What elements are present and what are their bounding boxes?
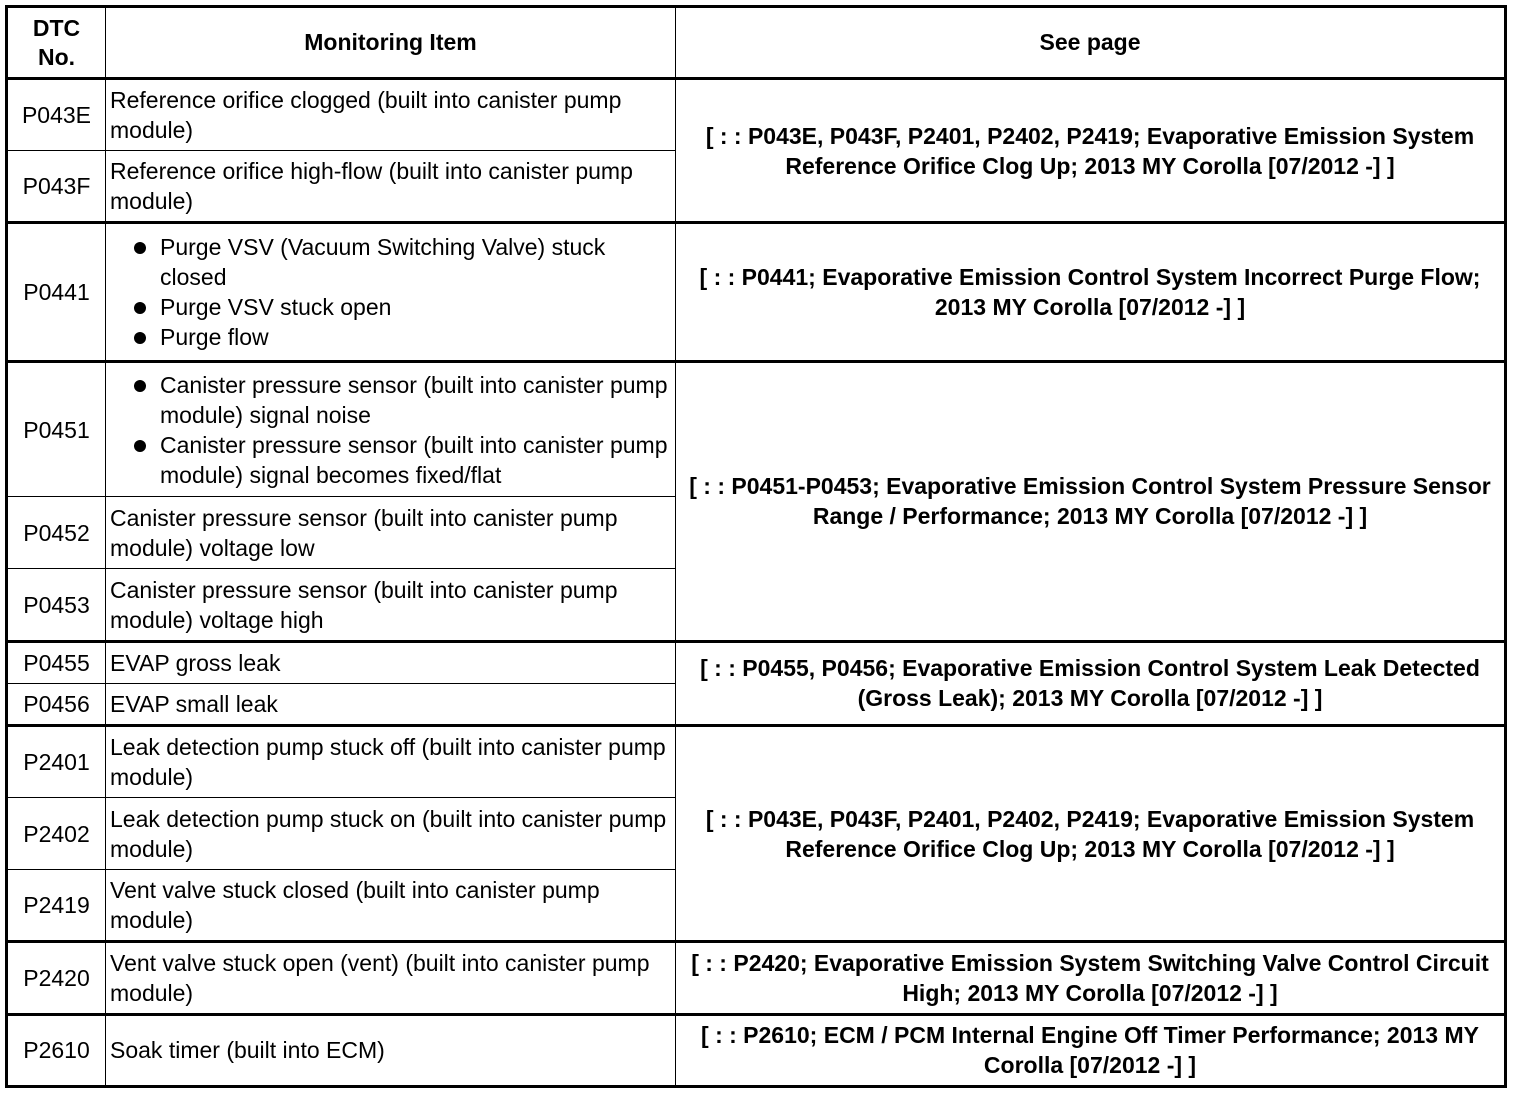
table-row [7,641,1506,683]
dtc-code: P0456 [7,683,106,725]
monitoring-item: Leak detection pump stuck on (built into canister pump module) [106,798,676,870]
header-see-page: See page [676,7,1506,79]
table-row [7,1014,1506,1086]
bullet-list [110,232,671,352]
dtc-code: P0452 [7,497,106,569]
dtc-code: P2419 [7,870,106,942]
dtc-code: P043F [7,151,106,223]
table-row [7,942,1506,1014]
bullet-list [110,370,671,490]
monitoring-item: Leak detection pump stuck off (built into canister pump module) [106,725,676,797]
monitoring-item: EVAP gross leak [106,641,676,683]
bullet-item: Canister pressure sensor (built into canister pump module) signal becomes fixed/flat [128,430,671,490]
monitoring-item: Reference orifice high-flow (built into canister pump module) [106,151,676,223]
dtc-code: P2402 [7,798,106,870]
see-page-link[interactable]: [ : : P0441; Evaporative Emission Control System Incorrect Purge Flow; 2013 MY Corolla [07/2012 -] ] [676,223,1506,361]
dtc-code: P2610 [7,1014,106,1086]
monitoring-item: Vent valve stuck open (vent) (built into canister pump module) [106,942,676,1014]
monitoring-item [106,223,676,361]
bullet-item: Purge flow [128,322,671,352]
see-page-link[interactable]: [ : : P043E, P043F, P2401, P2402, P2419; Evaporative Emission System Reference Orifice Clog Up; 2013 MY Corolla [07/2012 -] ] [676,79,1506,223]
dtc-code: P0451 [7,361,106,496]
see-page-link[interactable]: [ : : P0455, P0456; Evaporative Emission Control System Leak Detected (Gross Leak); 2013 MY Corolla [07/2012 -] ] [676,641,1506,725]
table-row [7,223,1506,361]
dtc-code: P0453 [7,569,106,641]
header-monitoring-item: Monitoring Item [106,7,676,79]
table-row [7,725,1506,797]
bullet-item: Purge VSV stuck open [128,292,671,322]
header-row [7,7,1506,79]
header-dtc-no: DTC No. [7,7,106,79]
bullet-item: Canister pressure sensor (built into canister pump module) signal noise [128,370,671,430]
table-row [7,361,1506,496]
monitoring-item: EVAP small leak [106,683,676,725]
dtc-code: P0455 [7,641,106,683]
monitoring-item: Canister pressure sensor (built into canister pump module) voltage high [106,569,676,641]
dtc-table [5,5,1507,1088]
see-page-link[interactable]: [ : : P0451-P0453; Evaporative Emission Control System Pressure Sensor Range / Performance; 2013 MY Corolla [07/2012 -] ] [676,361,1506,641]
monitoring-item: Soak timer (built into ECM) [106,1014,676,1086]
dtc-code: P2401 [7,725,106,797]
dtc-code: P043E [7,79,106,151]
see-page-link[interactable]: [ : : P2610; ECM / PCM Internal Engine Off Timer Performance; 2013 MY Corolla [07/2012 -] ] [676,1014,1506,1086]
bullet-item: Purge VSV (Vacuum Switching Valve) stuck closed [128,232,671,292]
monitoring-item: Canister pressure sensor (built into canister pump module) voltage low [106,497,676,569]
dtc-code: P2420 [7,942,106,1014]
table-row [7,79,1506,151]
see-page-link[interactable]: [ : : P043E, P043F, P2401, P2402, P2419; Evaporative Emission System Reference Orifice Clog Up; 2013 MY Corolla [07/2012 -] ] [676,725,1506,942]
dtc-code: P0441 [7,223,106,361]
see-page-link[interactable]: [ : : P2420; Evaporative Emission System Switching Valve Control Circuit High; 2013 MY Corolla [07/2012 -] ] [676,942,1506,1014]
monitoring-item: Reference orifice clogged (built into canister pump module) [106,79,676,151]
monitoring-item: Vent valve stuck closed (built into canister pump module) [106,870,676,942]
monitoring-item [106,361,676,496]
